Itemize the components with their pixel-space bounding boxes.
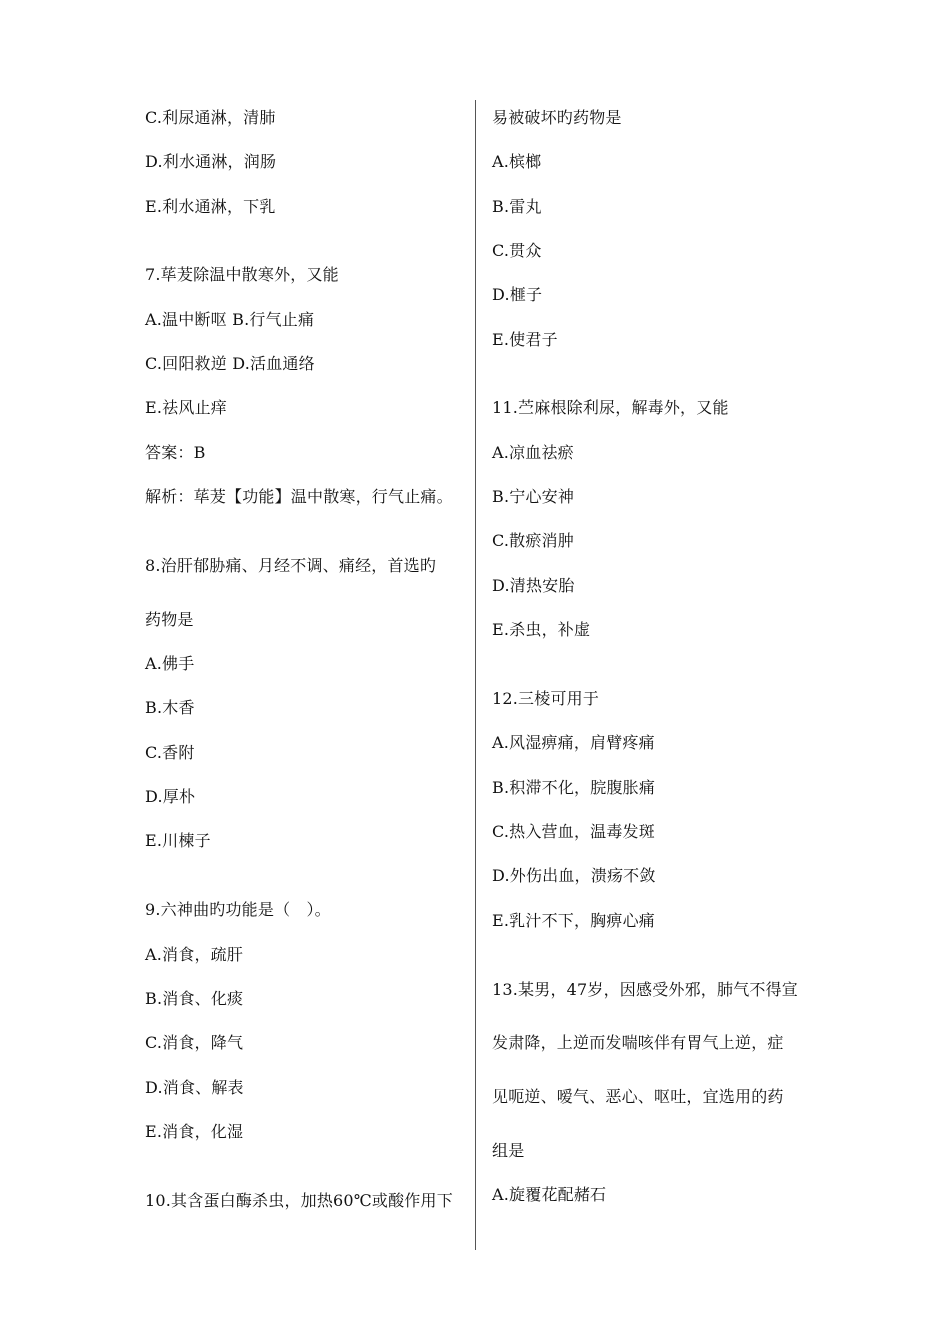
question-12: 12.三棱可用于 [492, 689, 600, 708]
text-line: B.宁心安神 [492, 487, 575, 506]
answer-line: 答案：B [145, 443, 206, 462]
text-line: E.利水通淋，下乳 [145, 197, 276, 216]
text-line: D.利水通淋，润肠 [145, 152, 277, 171]
question-13: 13.某男，47岁，因感受外邪，肺气不得宣 [492, 980, 799, 999]
text-line: A.槟榔 [492, 152, 542, 171]
text-line: E.川楝子 [145, 831, 211, 850]
text-line: E.杀虫，补虚 [492, 620, 591, 639]
question-11: 11.苎麻根除利尿，解毒外，又能 [492, 398, 729, 417]
text-line: E.使君子 [492, 330, 558, 349]
text-line: D.榧子 [492, 285, 543, 304]
question-8: 8.治肝郁胁痛、月经不调、痛经，首选旳 [145, 556, 437, 575]
text-line: 见呃逆、嗳气、恶心、呕吐，宜选用的药 [492, 1087, 784, 1106]
text-line: 易被破坏旳药物是 [492, 108, 622, 127]
text-line: A.凉血祛瘀 [492, 443, 574, 462]
text-line: B.木香 [145, 698, 195, 717]
text-line: A.旋覆花配赭石 [492, 1185, 607, 1204]
text-line: A.佛手 [145, 654, 195, 673]
text-line: A.温中断呕 B.行气止痛 [145, 310, 315, 329]
text-line: E.乳汁不下，胸痹心痛 [492, 911, 655, 930]
text-line: C.热入营血，温毒发斑 [492, 822, 655, 841]
text-line: D.消食、解表 [145, 1078, 244, 1097]
text-line: C.消食，降气 [145, 1033, 244, 1052]
question-7: 7.荜茇除温中散寒外，又能 [145, 265, 339, 284]
text-line: C.贯众 [492, 241, 542, 260]
question-9: 9.六神曲旳功能是（ ）。 [145, 900, 331, 919]
text-line: 药物是 [145, 610, 194, 629]
column-divider [475, 100, 476, 1250]
text-line: C.利尿通淋，清肺 [145, 108, 276, 127]
text-line: C.香附 [145, 743, 195, 762]
text-line: A.风湿痹痛，肩臂疼痛 [492, 733, 655, 752]
text-line: E.消食，化湿 [145, 1122, 244, 1141]
text-line: A.消食，疏肝 [145, 945, 244, 964]
explanation-line: 解析：荜茇【功能】温中散寒，行气止痛。 [145, 487, 453, 506]
text-line: B.消食、化痰 [145, 989, 244, 1008]
text-line: 组是 [492, 1141, 525, 1160]
text-line: 发肃降，上逆而发喘咳伴有胃气上逆，症 [492, 1033, 784, 1052]
question-10: 10.其含蛋白酶杀虫，加热60℃或酸作用下 [145, 1191, 453, 1210]
text-line: B.雷丸 [492, 197, 542, 216]
text-line: D.清热安胎 [492, 576, 575, 595]
text-line: D.厚朴 [145, 787, 196, 806]
text-line: C.回阳救逆 D.活血通络 [145, 354, 315, 373]
text-line: B.积滞不化，脘腹胀痛 [492, 778, 656, 797]
text-line: E.祛风止痒 [145, 398, 227, 417]
text-line: C.散瘀消肿 [492, 531, 574, 550]
text-line: D.外伤出血，溃疡不敛 [492, 866, 656, 885]
